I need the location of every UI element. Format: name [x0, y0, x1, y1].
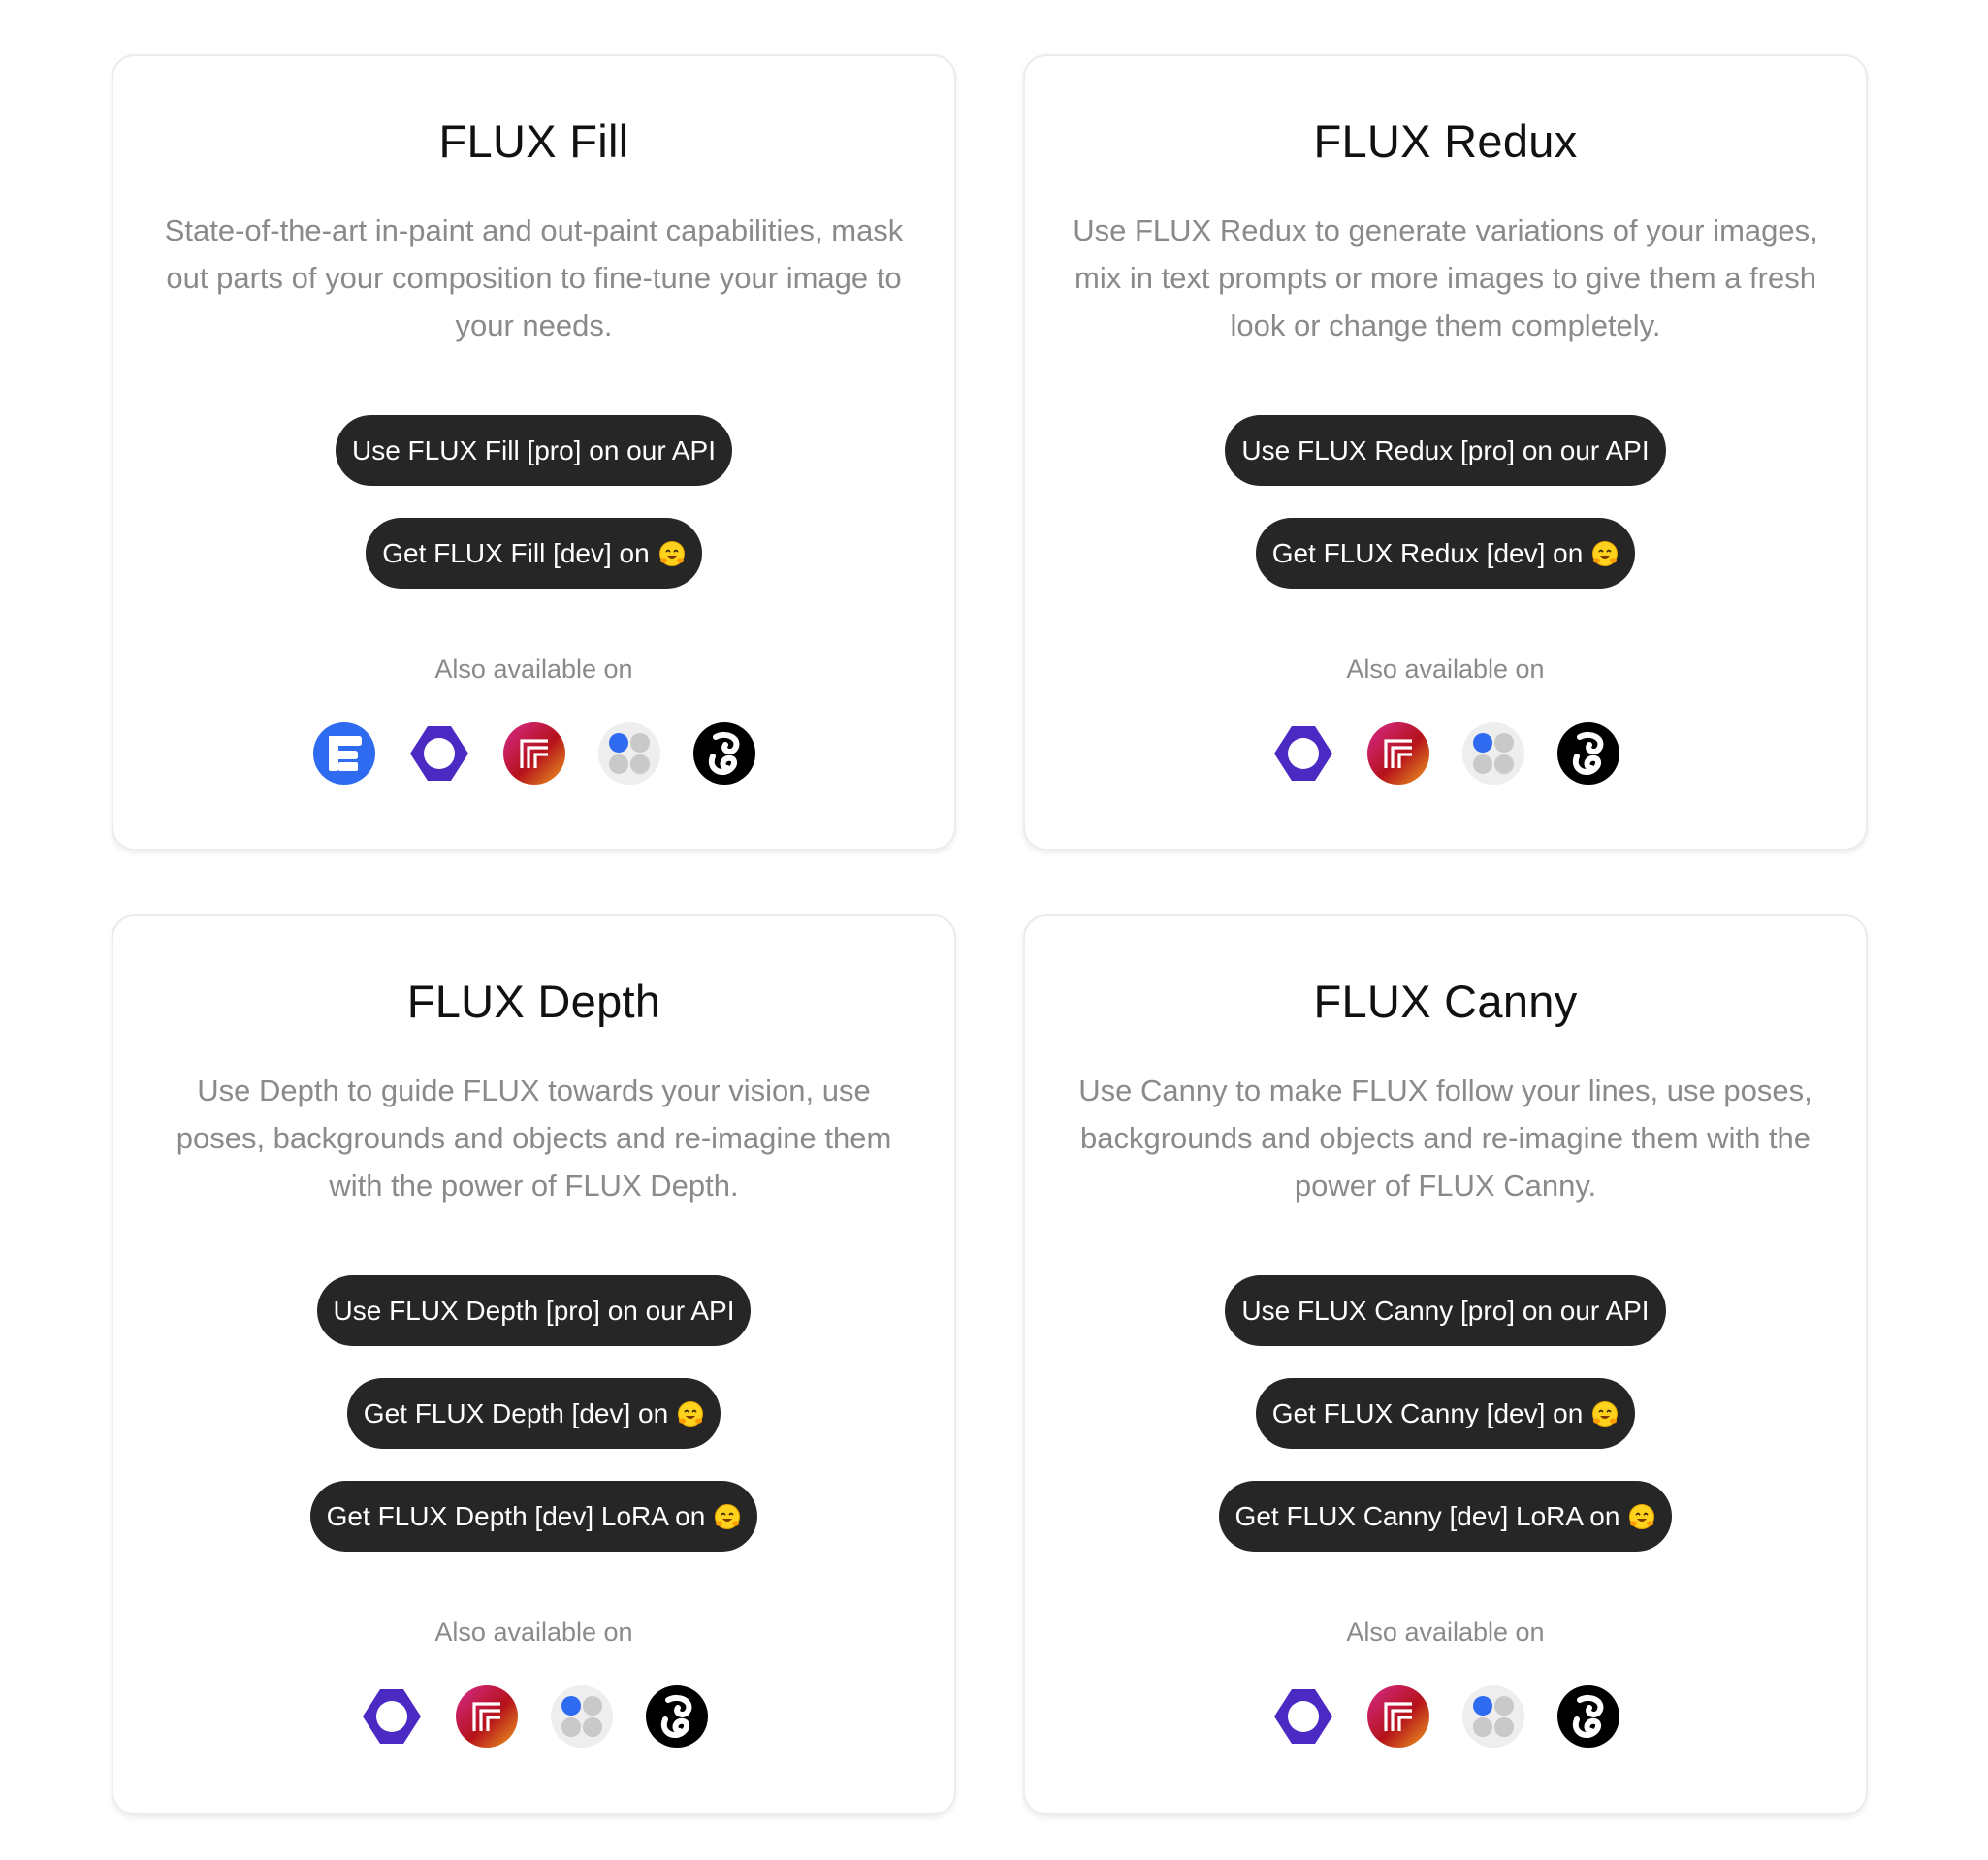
- button-label: Get FLUX Depth [dev] LoRA on: [326, 1500, 706, 1531]
- hugging-face-icon: [677, 1400, 704, 1427]
- also-available-label: Also available on: [1346, 1618, 1545, 1647]
- card-flux-canny: [1023, 914, 1868, 1815]
- replicate-hexagon-logo-icon[interactable]: [1271, 722, 1335, 786]
- provider-logos: [360, 1684, 709, 1748]
- button-label: Use FLUX Canny [pro] on our API: [1241, 1295, 1650, 1326]
- card-flux-redux: [1023, 54, 1868, 850]
- use-flux-fill-pro-api-button[interactable]: [336, 415, 732, 486]
- provider-logos: [1271, 722, 1620, 786]
- card-flux-fill: [112, 54, 956, 850]
- together-dots-logo-icon[interactable]: [550, 1684, 614, 1748]
- card-description: Use FLUX Redux to generate variations of your images, mix in text prompts or more images to give them a fresh look or change them completely.: [1073, 213, 1818, 342]
- card-title: FLUX Redux: [1313, 115, 1578, 167]
- freepik-gradient-logo-icon[interactable]: [1366, 1684, 1430, 1748]
- card-description: Use Depth to guide FLUX towards your vision, use poses, backgrounds and objects and re-imagine them with the power of FLUX Depth.: [176, 1074, 892, 1203]
- provider-logos: [1271, 1684, 1620, 1748]
- use-flux-canny-pro-api-button[interactable]: [1225, 1275, 1665, 1346]
- get-flux-fill-dev-button[interactable]: [366, 518, 701, 589]
- button-group: [1219, 1275, 1673, 1552]
- button-label: Get FLUX Fill [dev] on: [382, 537, 650, 568]
- hugging-face-icon: [1628, 1503, 1655, 1530]
- fal-logo-icon[interactable]: [312, 722, 376, 786]
- use-flux-redux-pro-api-button[interactable]: [1225, 415, 1665, 486]
- also-available-label: Also available on: [434, 655, 633, 684]
- card-title: FLUX Depth: [406, 976, 661, 1027]
- card-title: FLUX Fill: [438, 115, 629, 167]
- black-swirl-logo-icon[interactable]: [645, 1684, 709, 1748]
- hugging-face-icon: [658, 540, 686, 567]
- button-group: [336, 415, 732, 589]
- get-flux-depth-dev-button[interactable]: [347, 1378, 721, 1449]
- hugging-face-icon: [1591, 540, 1619, 567]
- button-label: Get FLUX Canny [dev] on: [1271, 1397, 1584, 1428]
- provider-logos: [312, 722, 756, 786]
- replicate-hexagon-logo-icon[interactable]: [360, 1684, 424, 1748]
- card-flux-depth: [112, 914, 956, 1815]
- button-group: [310, 1275, 758, 1552]
- button-label: Use FLUX Redux [pro] on our API: [1241, 434, 1650, 465]
- button-label: Get FLUX Canny [dev] LoRA on: [1234, 1500, 1620, 1531]
- hugging-face-icon: [714, 1503, 741, 1530]
- hugging-face-icon: [1591, 1400, 1619, 1427]
- button-label: Use FLUX Depth [pro] on our API: [333, 1295, 735, 1326]
- freepik-gradient-logo-icon[interactable]: [1366, 722, 1430, 786]
- together-dots-logo-icon[interactable]: [1461, 1684, 1525, 1748]
- also-available-label: Also available on: [1346, 655, 1545, 684]
- use-flux-depth-pro-api-button[interactable]: [317, 1275, 752, 1346]
- button-group: [1225, 415, 1665, 589]
- button-label: Get FLUX Redux [dev] on: [1271, 537, 1584, 568]
- get-flux-canny-dev-lora-button[interactable]: [1219, 1481, 1673, 1552]
- button-label: Get FLUX Depth [dev] on: [363, 1397, 669, 1428]
- together-dots-logo-icon[interactable]: [1461, 722, 1525, 786]
- freepik-gradient-logo-icon[interactable]: [455, 1684, 519, 1748]
- get-flux-depth-dev-lora-button[interactable]: [310, 1481, 758, 1552]
- black-swirl-logo-icon[interactable]: [692, 722, 756, 786]
- card-description: Use Canny to make FLUX follow your lines, use poses, backgrounds and objects and re-imagine them with the power of FLUX Canny.: [1078, 1074, 1812, 1203]
- get-flux-redux-dev-button[interactable]: [1256, 518, 1636, 589]
- freepik-gradient-logo-icon[interactable]: [502, 722, 566, 786]
- replicate-hexagon-logo-icon[interactable]: [407, 722, 471, 786]
- card-title: FLUX Canny: [1313, 976, 1578, 1027]
- button-label: Use FLUX Fill [pro] on our API: [351, 434, 717, 465]
- black-swirl-logo-icon[interactable]: [1556, 1684, 1620, 1748]
- get-flux-canny-dev-button[interactable]: [1256, 1378, 1636, 1449]
- black-swirl-logo-icon[interactable]: [1556, 722, 1620, 786]
- card-description: State-of-the-art in-paint and out-paint capabilities, mask out parts of your composition to fine-tune your image to your needs.: [164, 213, 904, 342]
- also-available-label: Also available on: [434, 1618, 633, 1647]
- together-dots-logo-icon[interactable]: [597, 722, 661, 786]
- replicate-hexagon-logo-icon[interactable]: [1271, 1684, 1335, 1748]
